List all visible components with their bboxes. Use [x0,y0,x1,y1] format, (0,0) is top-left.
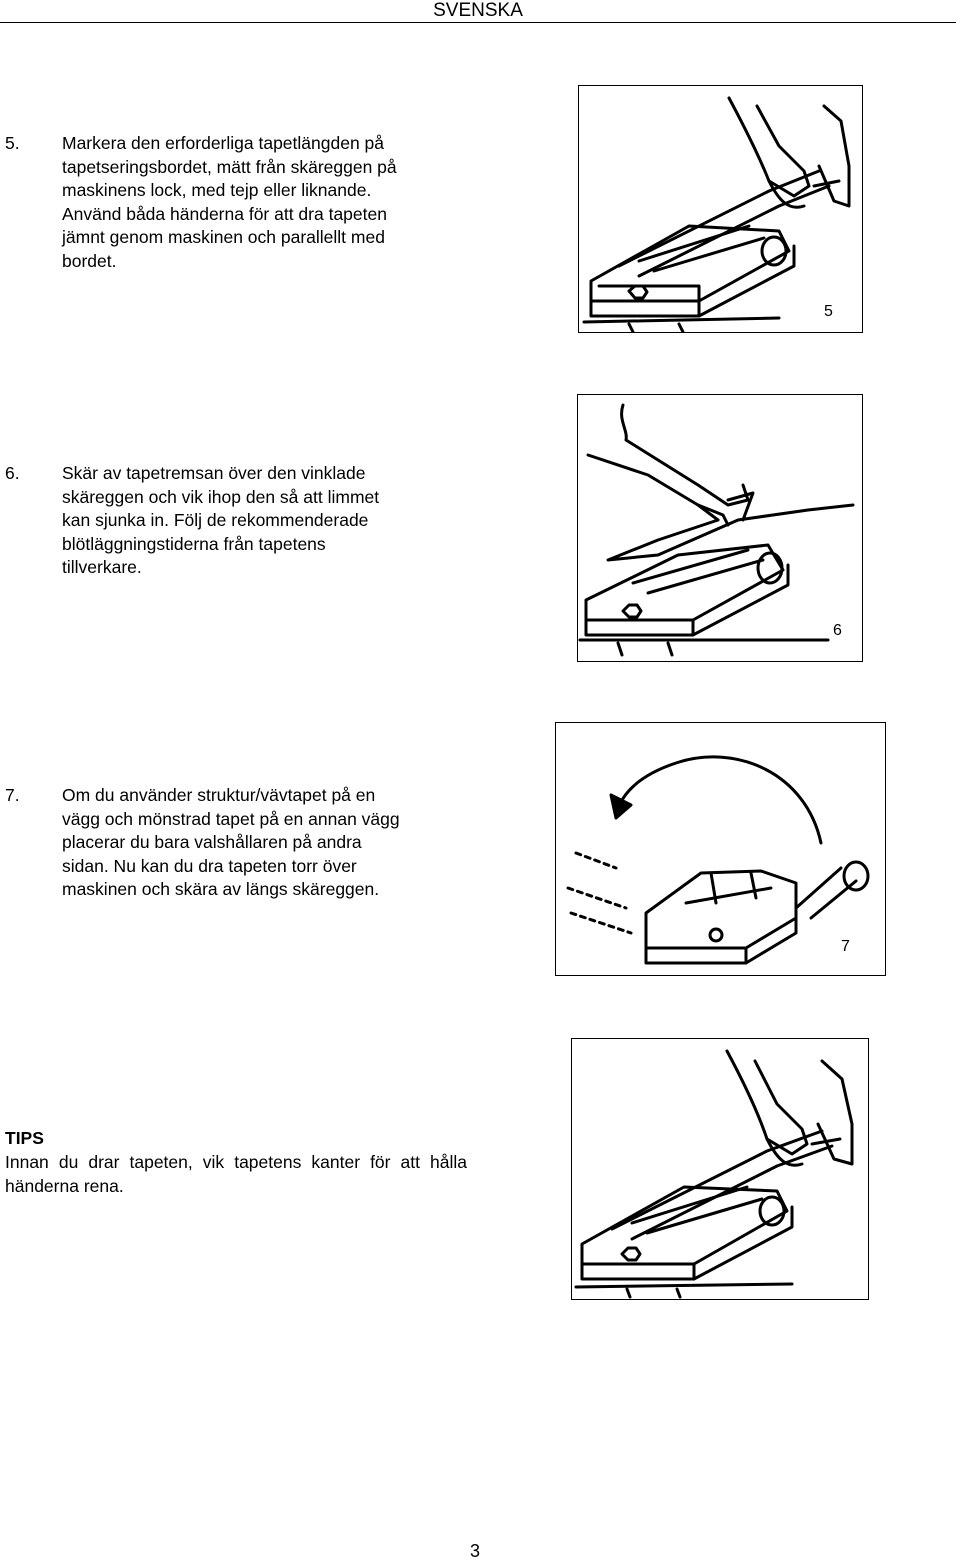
illustration-pull-wallpaper [579,86,862,332]
step-text: Om du använder struktur/vävtapet på en vägg och mönstrad tapet på en annan vägg placerar du bara valshållaren på andra sidan. Nu kan du dra tapeten torr över maskinen och skära av längs skäreggen. [62,785,400,900]
figure-label: 6 [833,622,842,639]
figure-tips [571,1038,869,1300]
tips-title: TIPS [5,1128,44,1148]
illustration-cut-wallpaper [578,395,862,661]
header-language: SVENSKA [0,0,956,23]
tips-section [5,1126,467,1198]
illustration-swap-roller-holder [556,723,885,975]
figure-step-5 [578,85,863,333]
step-text: Markera den erforderliga tapetlängden på tapetseringsbordet, mätt från skäreggen på maskinens lock, med tejp eller liknande. Använd båda händerna för att dra tapeten jämnt genom maskinen och parallellt med bordet. [62,133,397,271]
step-number: 5. [5,133,20,153]
step-text: Skär av tapetremsan över den vinklade skäreggen och vik ihop den så att limmet kan sjunka in. Följ de rekommenderade blötläggningstiderna från tapetens tillverkare. [62,463,380,578]
figure-label: 5 [824,303,833,320]
figure-step-6 [577,394,863,662]
step-number: 6. [5,463,20,483]
illustration-fold-edges [572,1039,868,1299]
figure-label: 7 [841,938,850,955]
step-number: 7. [5,785,20,805]
tips-body: Innan du drar tapeten, vik tapetens kanter för att hålla händerna rena. [5,1152,467,1196]
page-number: 3 [470,1541,481,1561]
figure-step-7 [555,722,886,976]
